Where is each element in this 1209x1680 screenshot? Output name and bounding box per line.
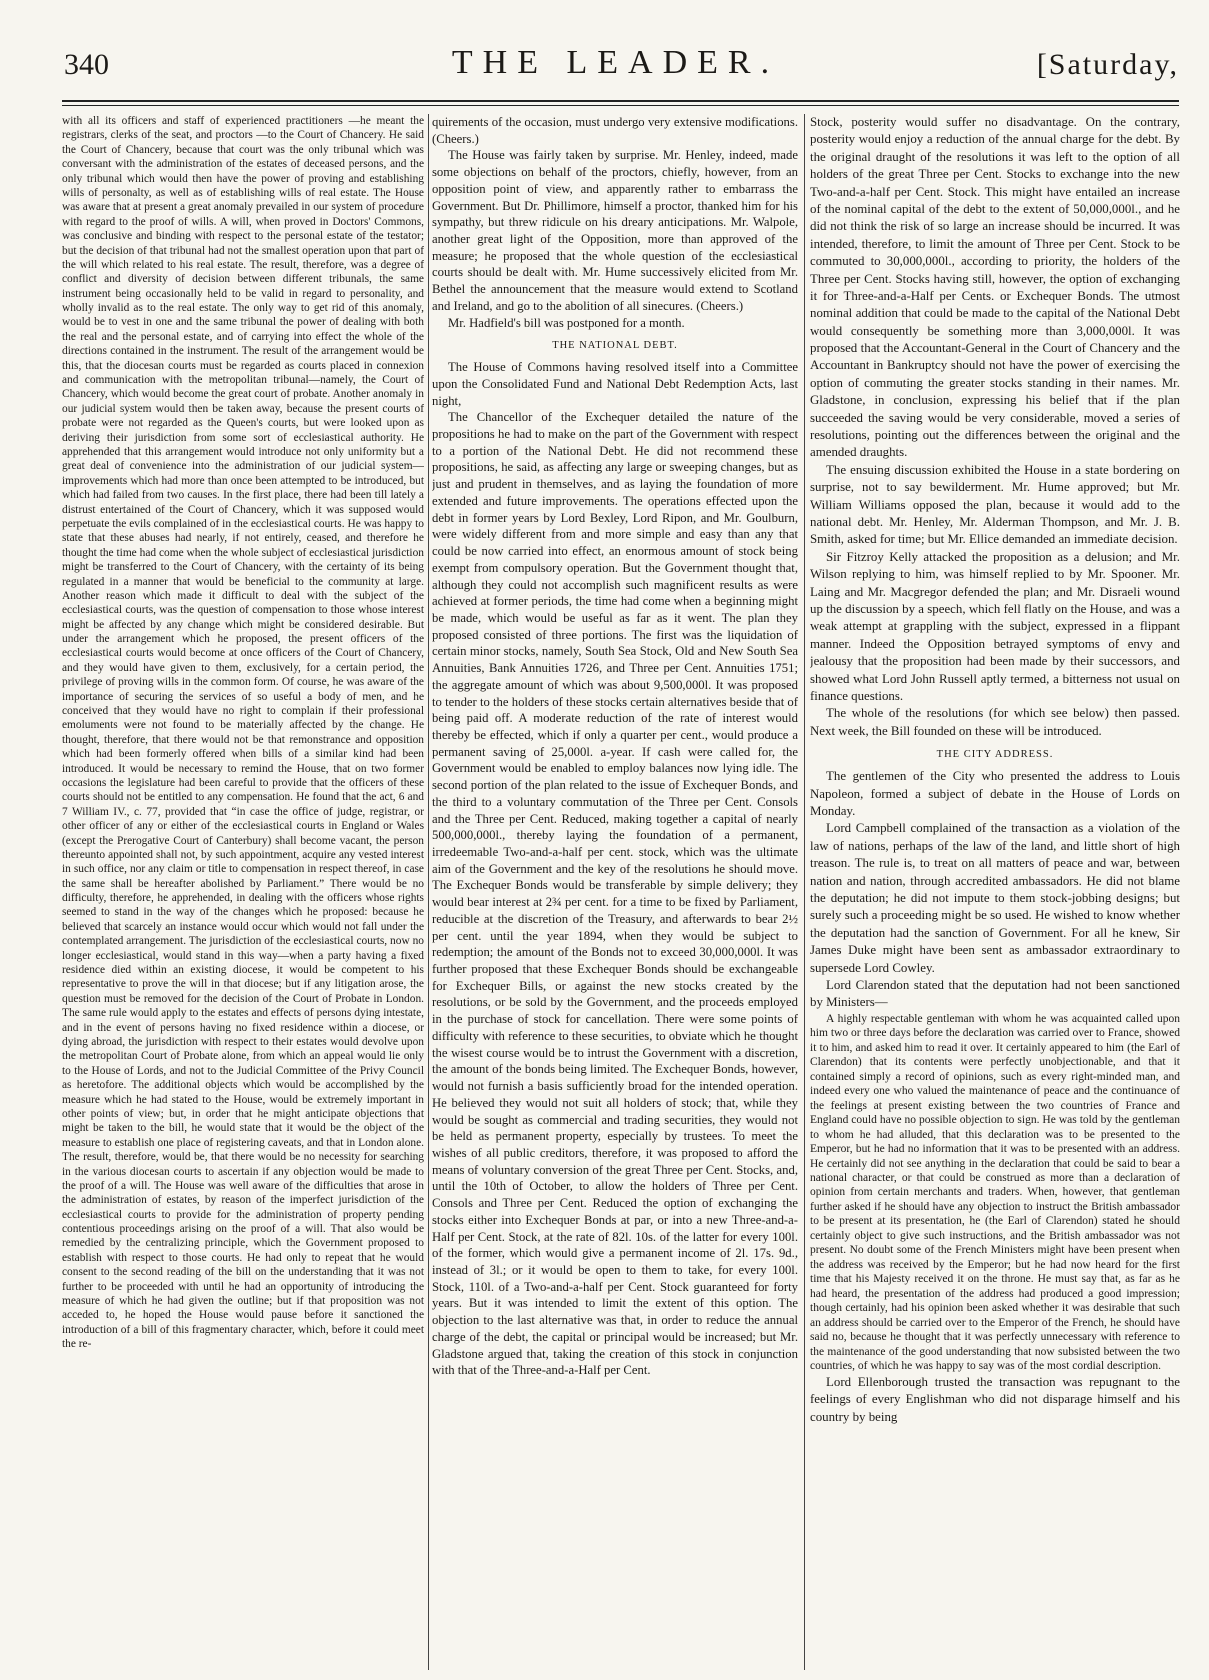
column-1 (62, 114, 424, 1670)
paragraph: The House was fairly taken by surprise. Mr. Henley, indeed, made some objections on behalf of the proctors, chiefly, however, from an opposition point of view, and apparently rather to embarrass the Government. But Dr. Phillimore, himself a proctor, thanked him for his sympathy, but threw ridicule on his dreary anticipations. Mr. Walpole, another great light of the Opposition, more than approved of the measure; he proposed that the whole question of the ecclesiastical courts should be dealt with. Mr. Hume successively elicited from Mr. Bethel the announcement that the measure would extend to Scotland and Ireland, and go to the abolition of all sinecures. (Cheers.) (432, 148, 798, 313)
section-heading: THE CITY ADDRESS. (936, 749, 1054, 761)
paragraph: The whole of the resolutions (for which see below) then passed. Next week, the Bill founded on these will be introduced. (810, 706, 1180, 738)
column-divider (428, 114, 429, 1670)
header-rule-thick (62, 100, 1179, 102)
paragraph: with all its officers and staff of experienced practitioners —he meant the registrars, clerks of the seat, and proctors —to the Court of Chancery. He said the Court of Chancery, because that court was the only tribunal which was conversant with the administration of the estates of deceased persons, and the only tribunal which would then have the power of proving and establishing wills of personalty, as well as of establishing wills of real estate. The House was aware that at present a great anomaly prevailed in our system of procedure with regard to the proof of wills. A will, when proved in Doctors' Commons, was conclusive and binding with respect to the personal estate of the testator; but the decision of that tribunal had not the smallest operation upon that part of the will which related to his real estate. The result, therefore, was a degree of conflict and diversity of decision between different tribunals, the same instrument being occasionally held to be valid in regard to personality, and wholly invalid as to the real estate. The only way to get rid of this anomaly, would be to vest in one and the same tribunal the power of dealing with both the real and the personal estate, and of carrying into effect the whole of the directions contained in the instrument. The result of the arrangement would be this, that the diocesan courts must be regarded as courts placed in connexion and communication with the metropolitan tribunal—namely, the Court of Chancery, which would become the great court of probate. Another anomaly in our judicial system would then be taken away, because the present courts of probate were not regarded as the Queen's courts, but were looked upon as deriving their jurisdiction from some sort of ecclesiastical authority. He apprehended that this arrangement would introduce not only uniformity but a great deal of convenience into the administration of our judicial system—improvements which had more than once been attempted to be introduced, but which had failed from two causes. In the first place, there had been till lately a distrust entertained of the Court of Chancery, which it was supposed would perpetuate the evils complained of in the ecclesiastical courts. He was happy to state that these abuses had nearly, if not entirely, ceased, and therefore he thought the time had come when the whole subject of ecclesiastical jurisdiction might be transferred to the Court of Chancery, with the certainty of its being regulated in a manner that would be beneficial to the community at large. Another reason which made it difficult to deal with the subject of the ecclesiastical courts, was the question of compensation to those whose interest might be affected by any change which might be considered desirable. But under the arrangement which he proposed, the present officers of the ecclesiastical courts would become at once officers of the Court of Chancery, and they would have given to them, exclusively, for a certain period, the privilege of proving wills in the common form. Of course, he was aware of the importance of securing the services of so useful a body of men, and he conceived that they would have no right to complain if their professional emoluments were not found to be materially affected by the change. He thought, therefore, that there would not be that remonstrance and opposition which had been formerly offered when bills of a similar kind had been introduced. It would be necessary to remind the House, that on two former occasions the legislature had been careful to provide that the officers of these courts should not be entitled to any compensation. He found that the act, 6 and 7 William IV., c. 77, provided that “in case the office of judge, registrar, or other officer of any or either of the ecclesiastical courts in England or Wales (except the Prerogative Court of Canterbury) shall become vacant, the person thereunto appointed shall not, by such appointment, acquire any vested interest in such office, nor any claim or title to compensation in respect thereof, in case the same shall be hereafter abolished by Parliament.” There would be no difficulty, therefore, he apprehended, in dealing with the officers whose rights seemed to stand in the way of the changes which he proposed: because he believed that scarcely an instance would occur which would not fall under the contemplated arrangement. The jurisdiction of the ecclesiastical courts, now no longer ecclesiastical, would stand in this way—when a party having a fixed residence died within an existing diocese, it would be competent to his representative to prove the will in that diocese; but if any litigation arose, the question must be removed for the decision of the Court of Probate in London. The same rule would apply to the estates and effects of persons dying intestate, and in the event of persons having no fixed residence within a diocese, or dying abroad, the jurisdiction with respect to their estates would devolve upon the metropolitan Court of Probate alone, from which an appeal would lie only to the House of Lords, and not to the Judicial Committee of the Privy Council as heretofore. The additional objects which would be accomplished by the measure which he had stated to the House, would be extremely important in other points of view; but, in order that he might anticipate objections that might be taken to the bill, he would state that it would be the object of the measure to establish one place of registering caveats, and that in London alone. The result, therefore, would be, that there would be no necessity for searching in the various diocesan courts to ascertain if any objection would be made to the proof of a will. The House was well aware of the difficulties that arose in the administration of estates, by reason of the imperfect jurisdiction of the ecclesiastical courts to provide for the administration of property pending contentious proceedings arising on the proof of a will. That also would be remedied by the centralizing principle, which the Government proposed to establish with respect to those courts. He had only to repeat that he would consent to the second reading of the bill on the understanding that it was not further to be proceeded with until he had an opportunity of introducing the measure of which he had given the outline; but if that proposition was not acceded to, he hoped the House would pause before it sanctioned the introduction of a bill of this fragmentary character, which, before it could meet the re- (62, 115, 424, 1351)
paragraph: quirements of the occasion, must undergo very extensive modifications. (Cheers.) (432, 115, 798, 146)
paragraph: The gentlemen of the City who presented the address to Louis Napoleon, formed a subject of debate in the House of Lords on Monday. (810, 769, 1180, 818)
issue-day: [Saturday, (1036, 48, 1179, 81)
quoted-speech: A highly respectable gentleman with whom he was acquainted called upon him two or three days before the declaration was carried over to France, showed it to him, and asked him to read it over. It certainly appeared to him (the Earl of Clarendon) that its contents were perfectly unobjectionable, and that it contained simply a record of opinions, such as every right-minded man, and indeed every one who valued the maintenance of peace and the continuance of the feelings at present existing between the two countries of France and England could have no possible objection to sign. He was told by the gentleman to whom he had alluded, that this declaration was to be presented to the Emperor, but he had no information that it was to be presented with an address. He certainly did not see anything in the declaration that could be said to bear a national character, or that could be construed as more than a declaration of opinion from certain merchants and traders. When, however, that gentleman further asked if he should have any objection to instruct the British ambassador to be present at its presentation, he (the Earl of Clarendon) stated he should certainly object to give such instructions, and the British ambassador was not present. No doubt some of the French Ministers might have been present when the address was received by the Emperor; but he had now heard for the first time that his Majesty received it on the throne. He must say that, as far as he had heard, the presentation of the address had produced a good impression; though certainly, had his opinion been asked whether it was desirable that such an address should be carried over to the Emperor of the French, he should have said no, because he thought that it was perfectly unnecessary with reference to the maintenance of the good understanding that now subsisted between the two countries, of which he was happy to say was of the most cordial description. (810, 1012, 1180, 1373)
column-divider (804, 114, 805, 1670)
paragraph: Sir Fitzroy Kelly attacked the proposition as a delusion; and Mr. Wilson replying to him, was himself replied to by Mr. Spooner. Mr. Laing and Mr. Macgregor defended the plan; and Mr. Disraeli wound up the discussion by a speech, which fell flatly on the House, and was a weak attempt at grappling with the subject, expressed in a flippant manner. Indeed the Opposition betrayed symptoms of envy and jealousy that the proposition had been made by their successors, and showed what Lord John Russell aptly termed, a bitterness not usual on finance questions. (810, 549, 1180, 703)
column-2 (432, 114, 798, 1670)
paragraph: Lord Clarendon stated that the deputation had not been sanctioned by Ministers— (810, 977, 1180, 1010)
paragraph: The Chancellor of the Exchequer detailed the nature of the propositions he had to make on the part of the Government with respect to a portion of the National Debt. He did not recommend these propositions, he said, as affecting any large or sweeping changes, but as just and prudent in themselves, and as laying the foundation of more extended and future improvements. The operations effected upon the debt in former years by Lord Bexley, Lord Ripon, and Mr. Goulburn, were widely different from and more simple and easy than any that could be now carried into effect, an enormous amount of stock being exempt from compulsory operation. But the Government thought that, although they could not accomplish such magnificent results as were achieved at former periods, the time had come when a beginning might be made, which would be useful as far as it went. The plan they proposed consisted of three portions. The first was the liquidation of certain minor stocks, namely, South Sea Stock, Old and New South Sea Annuities, Bank Annuities 1726, and Three per Cent. Annuities 1751; the aggregate amount of which was about 9,500,000l. It was proposed to tender to the holders of these stocks certain alternatives beside that of being paid off. A moderate reduction of the rate of interest would thereby be effected, which if only a quarter per cent., would produce a permanent saving of 25,000l. a-year. If cash were called for, the Government would be enabled to employ balances now lying idle. The second portion of the plan related to the issue of Exchequer Bonds, and the third to a voluntary commutation of the Three per Cent. Consols and the Three per Cent. Reduced, making together a capital of nearly 500,000,000l., thereby laying the foundation of a permanent, irredeemable Two-and-a-half per cent. stock, which was the ultimate aim of the Government and the key of the resolutions he should move. The Exchequer Bonds would be transferable by simple delivery; they would bear interest at 2¾ per cent. for a time to be fixed by Parliament, reducible at the discretion of the Treasury, and afterwards to bear 2½ per cent. until the year 1894, when they would be subject to redemption; the amount of the Bonds not to exceed 30,000,000l. It was further proposed that these Exchequer Bonds should be exchangeable for Exchequer Bills, or against the new stocks created by the resolutions, or be sold by the Government, and the proceeds employed in the purchase of stock for cancellation. There were some points of difficulty with reference to these securities, to obviate which he thought the wisest course would be to intrust the Government with a discretion, the amount of the bonds being limited. The Exchequer Bonds, however, would not furnish a basis sufficiently broad for the intended operation. He believed they would not suit all holders of stock; that, while they would be sought as commercial and trading securities, they would not be held as permanent property, especially by trustees. To meet the wishes of all public creditors, therefore, it was proposed to afford the means of voluntary conversion of the great Three per Cent. Stocks, and, until the 10th of October, to allow the holders of Three per Cent. Consols and Three per Cent. Reduced the option of exchanging the stocks either into Exchequer Bonds at par, or into a new Three-and-a-Half per Cent. Stock, at the rate of 82l. 10s. of the latter for every 100l. of the former, which would give a permanent income of 2l. 17s. 9d., instead of 3l.; or it would be open to them to take, for every 100l. Stock, 110l. of a Two-and-a-half per Cent. Stock guaranteed for forty years. But it was intended to limit the extent of this option. The objection to the last alternative was that, in order to reduce the annual charge of the debt, the capital or principal would be increased; but Mr. Gladstone argued that, taking the creation of this stock in conjunction with that of the Three-and-a-Half per Cent. (432, 410, 798, 1378)
column-3 (810, 114, 1180, 1670)
paragraph: The ensuing discussion exhibited the House in a state bordering on surprise, not to say bewilderment. Mr. Hume approved; but Mr. William Williams opposed the plan, because it would add to the national debt. Mr. Henley, Mr. Alderman Thompson, and Mr. J. B. Smith, asked for time; but Mr. Ellice demanded an immediate decision. (810, 462, 1180, 547)
newspaper-title: THE LEADER. (451, 44, 780, 81)
header-rule-thin (62, 105, 1179, 106)
paragraph: The House of Commons having resolved itself into a Committee upon the Consolidated Fund and National Debt Redemption Acts, last night, (432, 360, 798, 408)
paragraph: Mr. Hadfield's bill was postponed for a month. (448, 315, 685, 330)
section-heading: THE NATIONAL DEBT. (552, 340, 678, 352)
page-number: 340 (64, 48, 109, 81)
paragraph: Stock, posterity would suffer no disadvantage. On the contrary, posterity would enjoy a reduction of the annual charge for the debt. By the original draught of the resolutions it was left to the option of all holders of the great Three per Cent. Stocks to exchange into the new Two-and-a-half per Cent. Stock. This might have entailed an increase of the nominal capital of the debt to the extent of 50,000,000l., and he did not think the risk of so large an increase should be incurred. It was intended, therefore, to limit the amount of Three per Cent. Stock to be commuted to 30,000,000l., according to priority, the holders of the Three per Cent. Stocks having still, however, the option of exchanging it for Three-and-a-Half per Cents. or Exchequer Bonds. The utmost nominal addition that could be made to the capital of the National Debt would consequently be something more than 3,000,000l. It was proposed that the Accountant-General in the Court of Chancery and the Accountant in Bankruptcy should not have the power of exercising the option of commuting the greater stocks standing in their names. Mr. Gladstone, in conclusion, expressing his belief that if the plan succeeded the saving would be very considerable, moved a series of resolutions, pointing out the differences between the original and the amended draughts. (810, 115, 1180, 460)
paragraph: Lord Campbell complained of the transaction as a violation of the law of nations, perhaps of the law of the land, and little short of high treason. The rule is, to treat on all matters of peace and war, between nation and nation, through accredited ambassadors. He did not blame the deputation; he did not impute to them stock-jobbing designs; but surely such a proceeding might be so used. He wished to know whether the deputation had the sanction of Government. For all he knew, Sir James Duke might have been sent as ambassador extraordinary to supersede Lord Cowley. (810, 821, 1180, 975)
masthead (52, 44, 1179, 100)
paragraph: Lord Ellenborough trusted the transaction was repugnant to the feelings of every Englishman who did not disparage himself and his country by being (810, 1374, 1180, 1424)
